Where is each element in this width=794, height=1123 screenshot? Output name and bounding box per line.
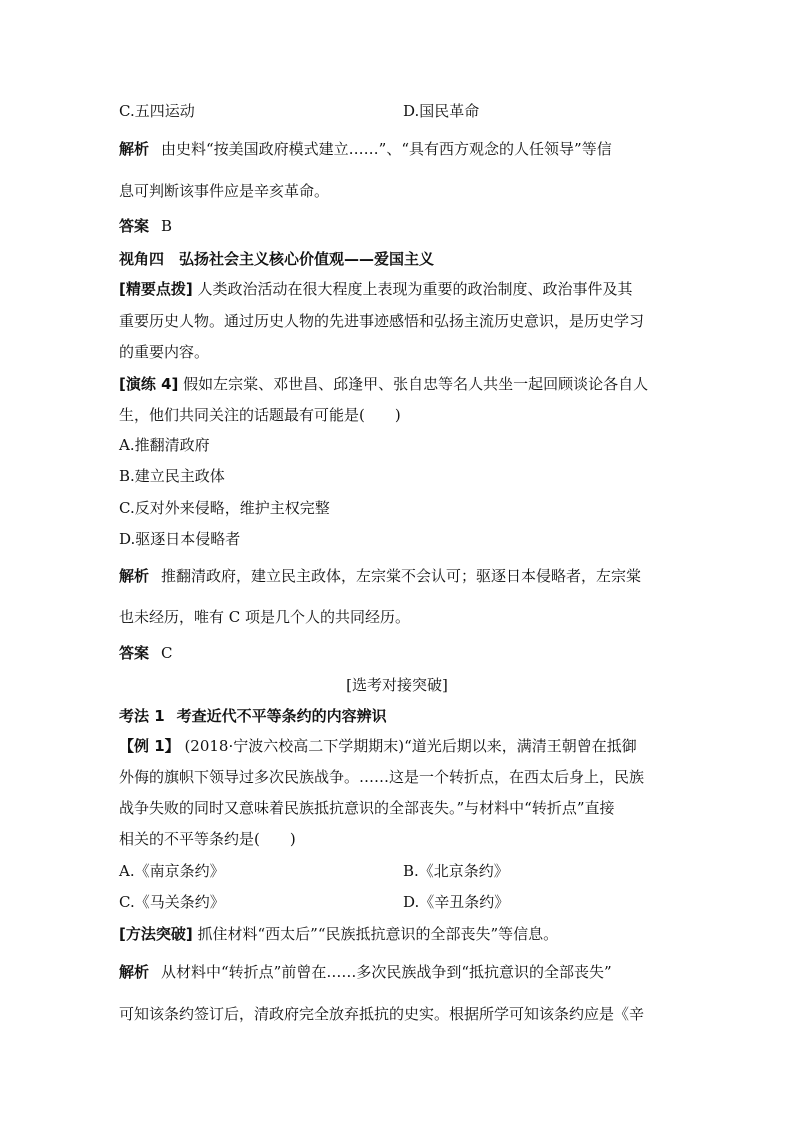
tip-text-cont: 重要历史人物。通过历史人物的先进事迹感悟和弘扬主流历史意识，是历史学习 xyxy=(119,312,645,330)
analysis-line xyxy=(119,962,612,982)
method-label: 考法 1 xyxy=(119,707,165,725)
tip-label: [精要点拨] xyxy=(119,280,193,298)
analysis-text-cont: 息可判断该事件应是辛亥革命。 xyxy=(119,182,330,200)
analysis-text-cont: 可知该条约签订后，清政府完全放弃抵抗的史实。根据所学可知该条约应是《辛 xyxy=(119,1005,645,1023)
section-heading: 视角四 弘扬社会主义核心价值观——爱国主义 xyxy=(119,250,435,268)
analysis-label: 解析 xyxy=(119,140,150,158)
section-title: [选考对接突破] xyxy=(346,676,448,694)
option-b: B.《北京条约》 xyxy=(403,862,509,880)
method-text: 考查近代不平等条约的内容辨识 xyxy=(176,707,387,725)
option-a: A.推翻清政府 xyxy=(119,436,210,454)
tip-text: 人类政治活动在很大程度上表现为重要的政治制度、政治事件及其 xyxy=(197,280,633,298)
breakthrough-label: [方法突破] xyxy=(119,925,193,943)
example-text-cont: 战争失败的同时又意味着民族抵抗意识的全部丧失。”与材料中“转折点”直接 xyxy=(119,799,615,817)
option-d: D.驱逐日本侵略者 xyxy=(119,530,241,548)
answer-value: C xyxy=(161,644,173,662)
analysis-label: 解析 xyxy=(119,567,150,585)
analysis-text: 推翻清政府，建立民主政体，左宗棠不会认可；驱逐日本侵略者，左宗棠 xyxy=(161,567,642,585)
option-a: A.《南京条约》 xyxy=(119,862,225,880)
breakthrough-text: 抓住材料“西太后”“民族抵抗意识的全部丧失”等信息。 xyxy=(197,925,559,943)
option-c: C.五四运动 xyxy=(119,102,195,120)
analysis-text: 由史料“按美国政府模式建立……”、“具有西方观念的人任领导”等信 xyxy=(161,140,612,158)
example-label: 【例 1】 xyxy=(119,737,180,755)
tip-line xyxy=(119,279,633,299)
option-c: C.《马关条约》 xyxy=(119,893,225,911)
example-source: (2018·宁波六校高二下学期期末) xyxy=(184,737,405,755)
example-line xyxy=(119,736,637,756)
example-text-cont: 相关的不平等条约是( ) xyxy=(119,830,296,848)
analysis-line xyxy=(119,566,641,586)
drill-label: [演练 4] xyxy=(119,375,179,393)
answer-line xyxy=(119,216,172,236)
method-line xyxy=(119,706,387,726)
drill-text-cont: 生，他们共同关注的话题最有可能是( ) xyxy=(119,406,401,424)
tip-text-cont: 的重要内容。 xyxy=(119,343,210,361)
answer-value: B xyxy=(161,217,173,235)
analysis-line xyxy=(119,139,612,159)
breakthrough-line xyxy=(119,924,558,944)
option-c: C.反对外来侵略，维护主权完整 xyxy=(119,499,330,517)
analysis-text: 从材料中“转折点”前曾在……多次民族战争到“抵抗意识的全部丧失” xyxy=(161,963,612,981)
option-b: B.建立民主政体 xyxy=(119,467,225,485)
option-row-cd xyxy=(119,101,195,121)
answer-line xyxy=(119,643,173,663)
answer-label: 答案 xyxy=(119,644,150,662)
drill-text: 假如左宗棠、邓世昌、邱逢甲、张自忠等名人共坐一起回顾谈论各自人 xyxy=(183,375,649,393)
answer-label: 答案 xyxy=(119,217,150,235)
analysis-text-cont: 也未经历，唯有 C 项是几个人的共同经历。 xyxy=(119,608,411,626)
example-text-cont: 外侮的旗帜下领导过多次民族战争。……这是一个转折点，在西太后身上，民族 xyxy=(119,768,645,786)
analysis-label: 解析 xyxy=(119,963,150,981)
option-d: D.国民革命 xyxy=(403,102,480,120)
drill-line xyxy=(119,374,648,394)
example-text: “道光后期以来，满清王朝曾在抵御 xyxy=(404,737,637,755)
option-d: D.《辛丑条约》 xyxy=(403,893,510,911)
